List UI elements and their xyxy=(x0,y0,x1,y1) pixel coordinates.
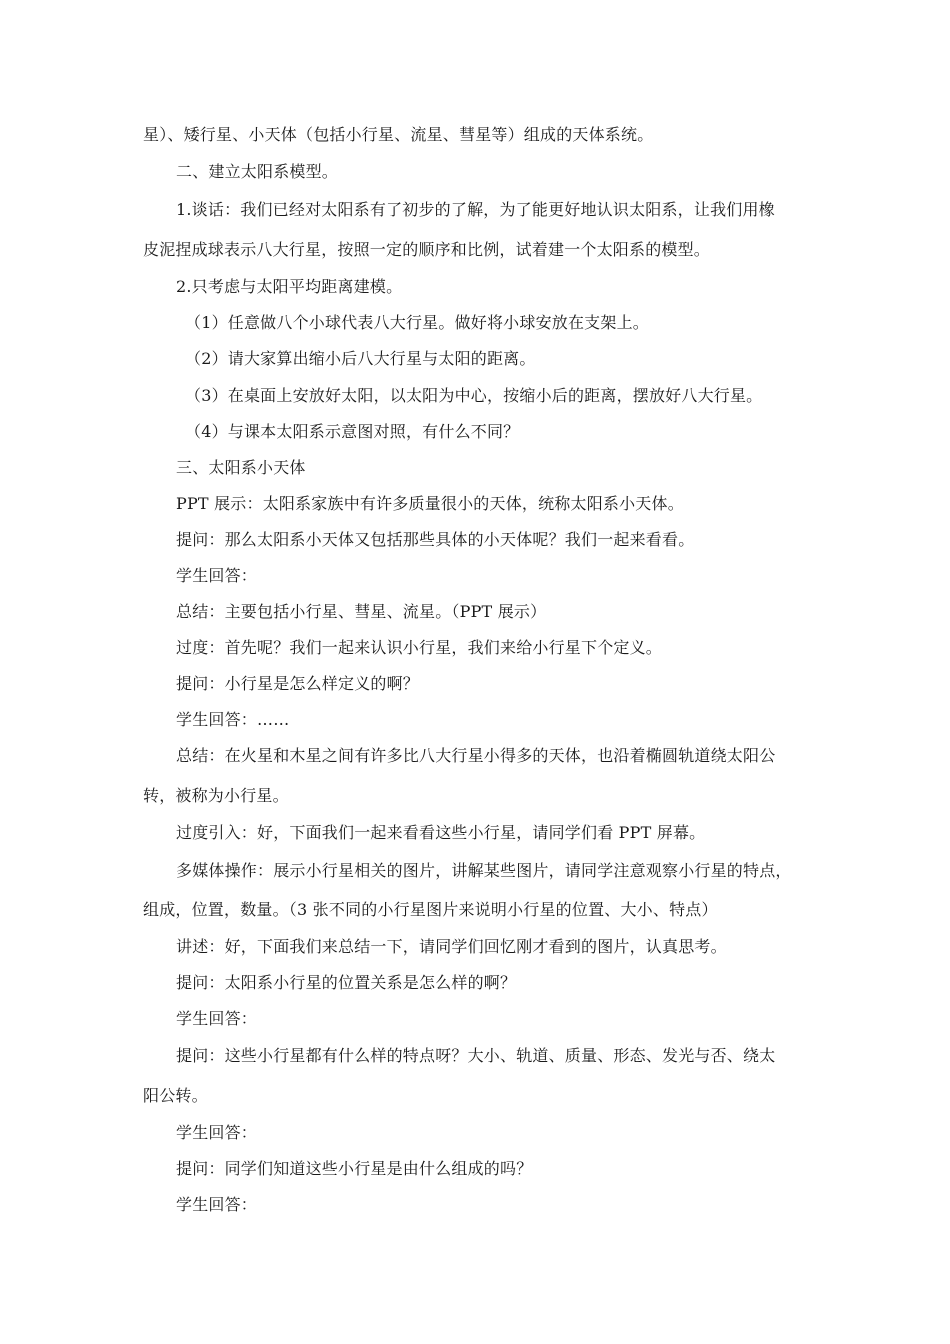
text-line: 过度引入：好，下面我们一起来看看这些小行星，请同学们看 PPT 屏幕。 xyxy=(176,823,706,842)
text-line: 1.谈话：我们已经对太阳系有了初步的了解，为了能更好地认识太阳系，让我们用橡 xyxy=(176,200,775,219)
text-line: 学生回答： xyxy=(176,1123,258,1142)
text-line: 讲述：好，下面我们来总结一下，请同学们回忆刚才看到的图片，认真思考。 xyxy=(176,937,727,956)
list-item: （1）任意做八个小球代表八大行星。做好将小球安放在支架上。 xyxy=(185,313,649,332)
text-line: PPT 展示：太阳系家族中有许多质量很小的天体，统称太阳系小天体。 xyxy=(176,494,684,513)
list-item: （4）与课本太阳系示意图对照，有什么不同？ xyxy=(185,422,520,441)
text-line-continuation: 星）、矮行星、小天体（包括小行星、流星、彗星等）组成的天体系统。 xyxy=(143,125,654,144)
list-item: （2）请大家算出缩小后八大行星与太阳的距离。 xyxy=(185,349,536,368)
text-line: 过度：首先呢？我们一起来认识小行星，我们来给小行星下个定义。 xyxy=(176,638,663,657)
text-line: 总结：在火星和木星之间有许多比八大行星小得多的天体，也沿着椭圆轨道绕太阳公 xyxy=(176,746,776,765)
list-item: （3）在桌面上安放好太阳，以太阳为中心，按缩小后的距离，摆放好八大行星。 xyxy=(185,386,763,405)
text-line: 提问：小行星是怎么样定义的啊？ xyxy=(176,674,420,693)
text-line: 提问：这些小行星都有什么样的特点呀？大小、轨道、质量、形态、发光与否、绕太 xyxy=(176,1046,776,1065)
text-line: 提问：同学们知道这些小行星是由什么组成的吗？ xyxy=(176,1159,533,1178)
text-line: 学生回答： xyxy=(176,1195,258,1214)
text-line: 总结：主要包括小行星、彗星、流星。（PPT 展示） xyxy=(176,602,547,621)
text-line-continuation: 组成，位置，数量。（3 张不同的小行星图片来说明小行星的位置、大小、特点） xyxy=(143,900,718,919)
text-line-continuation: 阳公转。 xyxy=(143,1086,208,1105)
text-line-continuation: 皮泥捏成球表示八大行星，按照一定的顺序和比例，试着建一个太阳系的模型。 xyxy=(143,240,711,259)
text-line-continuation: 转，被称为小行星。 xyxy=(143,786,289,805)
text-line: 2.只考虑与太阳平均距离建模。 xyxy=(176,277,403,296)
text-line: 提问：那么太阳系小天体又包括那些具体的小天体呢？我们一起来看看。 xyxy=(176,530,695,549)
text-line: 学生回答：…… xyxy=(176,710,290,729)
text-line: 提问：太阳系小行星的位置关系是怎么样的啊？ xyxy=(176,973,517,992)
text-line: 多媒体操作：展示小行星相关的图片，讲解某些图片，请同学注意观察小行星的特点， xyxy=(176,861,792,880)
section-heading-3: 三、太阳系小天体 xyxy=(176,458,306,477)
text-line: 学生回答： xyxy=(176,566,258,585)
section-heading-2: 二、建立太阳系模型。 xyxy=(176,162,339,181)
text-line: 学生回答： xyxy=(176,1009,258,1028)
